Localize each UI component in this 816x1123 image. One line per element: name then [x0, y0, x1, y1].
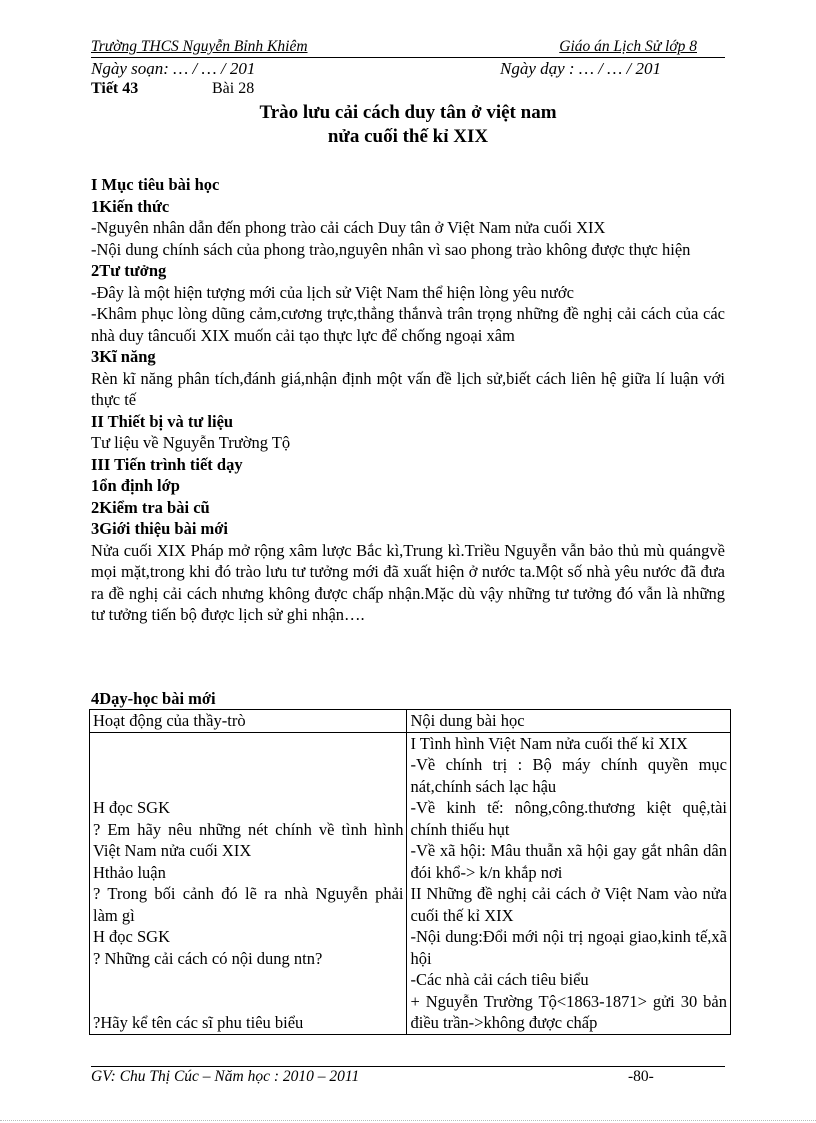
lesson-number: Bài 28 — [212, 80, 255, 97]
subsection-heading: 1ổn định lớp — [91, 476, 180, 495]
paragraph: -Đây là một hiện tượng mới của lịch sử Việt Nam thể hiện lòng yêu nước — [91, 282, 574, 302]
activity-line: ? Những cải cách có nội dung ntn? — [93, 948, 323, 968]
activity-line: ?Hãy kể tên các sĩ phu tiêu biểu — [93, 1013, 304, 1032]
content-line: + Nguyễn Trường Tộ<1863-1871> gửi 30 bản điều trần->không được chấp — [410, 991, 727, 1032]
activity-line: H đọc SGK — [93, 927, 170, 946]
paragraph: -Nội dung chính sách của phong trào,nguyên nhân vì sao phong trào không được thực hiện — [91, 239, 691, 259]
content-line: -Các nhà cải cách tiêu biểu — [410, 970, 589, 989]
subsection-heading: 3Kĩ năng — [91, 347, 156, 366]
content-line: -Về xã hội: Mâu thuẫn xã hội gay gắt nhân dân đói khổ-> k/n khắp nơi — [410, 841, 727, 882]
table-caption — [91, 688, 725, 710]
date-prepared: Ngày soạn: … / … / 201 — [91, 59, 256, 78]
table-header-cell: Hoạt động của thầy-trò — [90, 710, 407, 733]
page-number: -80- — [628, 1068, 654, 1085]
content-line: -Về kinh tế: nông,công.thương kiệt quệ,tài chính thiếu hụt — [410, 798, 727, 839]
activity-line: H đọc SGK — [93, 798, 170, 817]
page-break-line — [0, 1120, 816, 1121]
table-header-row — [90, 710, 731, 733]
content-line: -Nội dung:Đổi mới nội trị ngoại giao,kinh tế,xã hội — [410, 927, 727, 968]
content-line: I Tình hình Việt Nam nửa cuối thế kỉ XIX — [410, 733, 688, 753]
activity-line: ? Em hãy nêu những nét chính về tình hình Việt Nam nửa cuối XIX — [93, 819, 404, 860]
content-cell — [407, 732, 731, 1034]
subject-name: Giáo án Lịch Sử lớp 8 — [559, 38, 697, 55]
section-heading: II Thiết bị và tư liệu — [91, 411, 234, 431]
paragraph: Rèn kĩ năng phân tích,đánh giá,nhận định một vấn đề lịch sử,biết cách liên hệ giữa lí luận với thực tế — [91, 368, 725, 409]
paragraph: Nửa cuối XIX Pháp mở rộng xâm lược Bắc kì,Trung kì.Triều Nguyễn vẫn bảo thủ mù quángvề mọi mặt,trong khi đó trào lưu tư tưởng mới đã xuất hiện ở nước ta.Một số nhà yêu nước đã đưa ra đề nghị cải cách nhưng không được chấp nhận.Mặc dù vậy những tư tưởng đó vẫn là những tư tưởng tiến bộ được lịch sử ghi nhận…. — [91, 540, 725, 624]
lesson-body — [91, 174, 725, 626]
paragraph: -Nguyên nhân dẫn đến phong trào cải cách Duy tân ở Việt Nam nửa cuối XIX — [91, 218, 606, 237]
lesson-table — [89, 709, 731, 1035]
paragraph: -Khâm phục lòng dũng cảm,cương trực,thẳng thắnvà trân trọng những đề nghị cải cách của các nhà duy tâncuối XIX muốn cải tạo thực lực để chống ngoại xâm — [91, 304, 725, 345]
table-row — [90, 732, 731, 1034]
footer-teacher: GV: Chu Thị Cúc – Năm học : 2010 – 2011 — [91, 1068, 360, 1085]
section-heading: III Tiến trình tiết dạy — [91, 454, 243, 474]
subsection-heading: 3Giới thiệu bài mới — [91, 519, 228, 538]
content-line: II Những đề nghị cải cách ở Việt Nam vào nửa cuối thế kỉ XIX — [410, 884, 727, 925]
activities-cell — [90, 732, 407, 1034]
lesson-title-line1: Trào lưu cải cách duy tân ở việt nam — [259, 102, 557, 123]
table-header-cell: Nội dung bài học — [407, 710, 731, 733]
paragraph: Tư liệu về Nguyễn Trường Tộ — [91, 433, 291, 452]
lesson-title-line2: nửa cuối thế kỉ XIX — [327, 126, 489, 147]
section-heading: I Mục tiêu bài học — [91, 175, 220, 194]
content-line: -Về chính trị : Bộ máy chính quyền mục nát,chính sách lạc hậu — [410, 755, 727, 796]
header-divider — [91, 57, 725, 58]
footer-divider — [91, 1066, 725, 1067]
activity-line: Hthảo luận — [93, 862, 166, 882]
subsection-heading: 2Kiểm tra bài cũ — [91, 497, 210, 517]
subsection-heading: 2Tư tưởng — [91, 261, 167, 280]
school-name: Trường THCS Nguyễn Bỉnh Khiêm — [91, 38, 308, 55]
lesson-period: Tiết 43 — [91, 80, 139, 97]
date-taught: Ngày dạy : … / … / 201 — [500, 59, 662, 78]
subsection-heading: 1Kiến thức — [91, 196, 170, 216]
subsection-heading: 4Dạy-học bài mới — [91, 689, 216, 708]
activity-line: ? Trong bối cảnh đó lẽ ra nhà Nguyễn phải làm gì — [93, 884, 404, 925]
